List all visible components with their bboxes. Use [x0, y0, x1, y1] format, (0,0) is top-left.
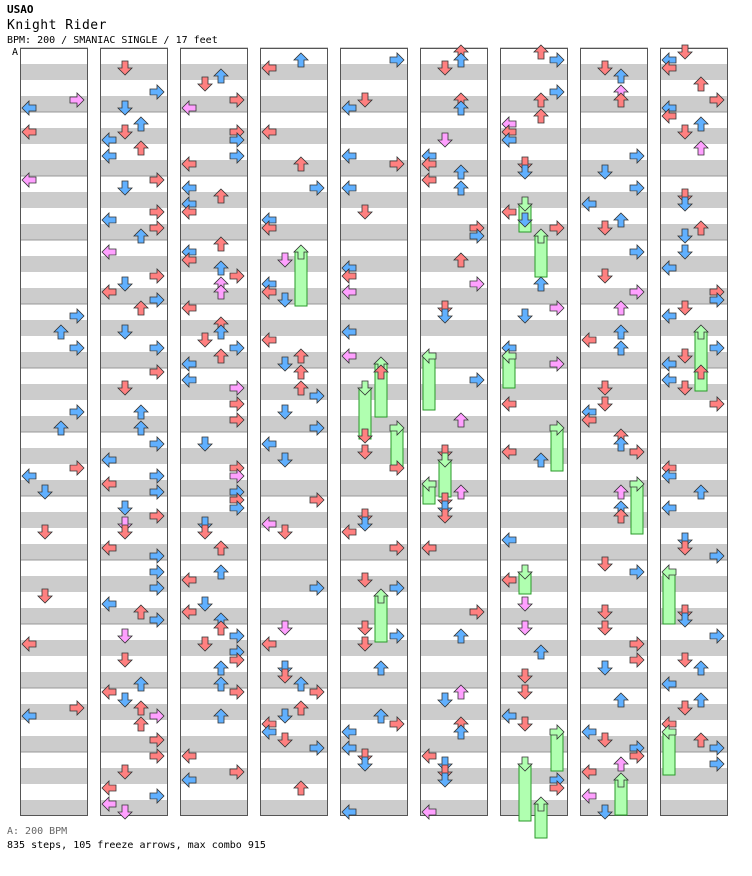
beat-stripe: [660, 128, 728, 144]
beat-stripe: [500, 560, 568, 576]
beat-stripe: [180, 432, 248, 448]
beat-stripe: [420, 432, 488, 448]
beat-stripe: [340, 128, 408, 144]
beat-stripe: [260, 608, 328, 624]
chart-column: [20, 48, 88, 816]
beat-stripe: [420, 192, 488, 208]
beat-stripe: [340, 368, 408, 384]
beat-stripe: [420, 512, 488, 528]
beat-stripe: [420, 720, 488, 736]
beat-stripe: [580, 368, 648, 384]
beat-stripe: [20, 64, 88, 80]
beat-stripe: [420, 704, 488, 720]
beat-stripe: [260, 704, 328, 720]
beat-stripe: [500, 144, 568, 160]
beat-stripe: [20, 368, 88, 384]
beat-stripe: [20, 544, 88, 560]
beat-stripe: [100, 384, 168, 400]
beat-stripe: [20, 576, 88, 592]
beat-stripe: [180, 720, 248, 736]
beat-stripe: [260, 544, 328, 560]
beat-stripe: [20, 624, 88, 640]
beat-stripe: [260, 464, 328, 480]
beat-stripe: [20, 192, 88, 208]
beat-stripe: [500, 240, 568, 256]
beat-stripe: [340, 384, 408, 400]
beat-stripe: [20, 768, 88, 784]
beat-stripe: [180, 592, 248, 608]
beat-stripe: [420, 768, 488, 784]
bpm-change-marker: A: [12, 47, 19, 58]
beat-stripe: [660, 784, 728, 800]
freeze-arrow-body: [423, 356, 435, 410]
beat-stripe: [260, 448, 328, 464]
beat-stripe: [340, 336, 408, 352]
song-title: Knight Rider: [7, 18, 107, 33]
beat-stripe: [500, 160, 568, 176]
beat-stripe: [660, 160, 728, 176]
beat-stripe: [260, 784, 328, 800]
beat-stripe: [500, 640, 568, 656]
beat-stripe: [580, 592, 648, 608]
beat-stripe: [20, 592, 88, 608]
beat-stripe: [260, 48, 328, 64]
beat-stripe: [420, 96, 488, 112]
beat-stripe: [340, 512, 408, 528]
beat-stripe: [20, 656, 88, 672]
beat-stripe: [580, 800, 648, 816]
beat-stripe: [660, 144, 728, 160]
beat-stripe: [500, 592, 568, 608]
beat-stripe: [20, 384, 88, 400]
beat-stripe: [20, 288, 88, 304]
beat-stripe: [580, 672, 648, 688]
beat-stripe: [580, 128, 648, 144]
beat-stripe: [180, 736, 248, 752]
beat-stripe: [100, 640, 168, 656]
beat-stripe: [260, 528, 328, 544]
beat-stripe: [500, 624, 568, 640]
chart-column: [180, 48, 248, 816]
beat-stripe: [20, 784, 88, 800]
beat-stripe: [260, 768, 328, 784]
beat-stripe: [260, 368, 328, 384]
freeze-arrow-body: [295, 252, 307, 306]
freeze-arrow-body: [519, 764, 531, 821]
beat-stripe: [180, 528, 248, 544]
beat-stripe: [340, 688, 408, 704]
beat-stripe: [500, 176, 568, 192]
beat-stripe: [420, 64, 488, 80]
beat-stripe: [420, 784, 488, 800]
beat-stripe: [580, 64, 648, 80]
artist-name: USAO: [7, 3, 34, 16]
beat-stripe: [500, 320, 568, 336]
beat-stripe: [420, 112, 488, 128]
beat-stripe: [420, 304, 488, 320]
beat-stripe: [580, 80, 648, 96]
beat-stripe: [500, 544, 568, 560]
beat-stripe: [500, 688, 568, 704]
beat-stripe: [500, 256, 568, 272]
beat-stripe: [420, 448, 488, 464]
beat-stripe: [420, 624, 488, 640]
beat-stripe: [660, 512, 728, 528]
beat-stripe: [20, 720, 88, 736]
beat-stripe: [20, 528, 88, 544]
beat-stripe: [340, 224, 408, 240]
beat-stripe: [100, 528, 168, 544]
beat-stripe: [180, 560, 248, 576]
beat-stripe: [340, 304, 408, 320]
chart-column: [260, 48, 328, 816]
beat-stripe: [20, 240, 88, 256]
beat-stripe: [580, 688, 648, 704]
beat-stripe: [580, 96, 648, 112]
beat-stripe: [660, 192, 728, 208]
beat-stripe: [340, 656, 408, 672]
beat-stripe: [260, 160, 328, 176]
beat-stripe: [580, 304, 648, 320]
beat-stripe: [660, 240, 728, 256]
beat-stripe: [660, 432, 728, 448]
beat-stripe: [500, 480, 568, 496]
beat-stripe: [340, 192, 408, 208]
beat-stripe: [20, 608, 88, 624]
beat-stripe: [20, 144, 88, 160]
beat-stripe: [100, 320, 168, 336]
beat-stripe: [420, 336, 488, 352]
beat-stripe: [340, 112, 408, 128]
beat-stripe: [20, 160, 88, 176]
beat-stripe: [20, 432, 88, 448]
beat-stripe: [660, 800, 728, 816]
beat-stripe: [500, 512, 568, 528]
freeze-arrow-body: [663, 572, 675, 624]
beat-stripe: [180, 64, 248, 80]
beat-stripe: [20, 512, 88, 528]
chart-column: [580, 48, 648, 819]
beat-stripe: [180, 320, 248, 336]
beat-stripe: [100, 64, 168, 80]
beat-stripe: [580, 320, 648, 336]
freeze-arrow-body: [695, 332, 707, 391]
beat-stripe: [420, 320, 488, 336]
chart-column: [500, 45, 568, 838]
beat-stripe: [20, 496, 88, 512]
beat-stripe: [100, 400, 168, 416]
beat-stripe: [580, 208, 648, 224]
beat-stripe: [180, 704, 248, 720]
beat-stripe: [260, 80, 328, 96]
beat-stripe: [660, 320, 728, 336]
beat-stripe: [340, 240, 408, 256]
beat-stripe: [20, 672, 88, 688]
beat-stripe: [580, 704, 648, 720]
beat-stripe: [660, 224, 728, 240]
beat-stripe: [20, 560, 88, 576]
beat-stripe: [420, 656, 488, 672]
beat-stripe: [420, 576, 488, 592]
beat-stripe: [500, 656, 568, 672]
chart-column: [420, 45, 488, 819]
beat-stripe: [660, 176, 728, 192]
chart-column: [660, 45, 728, 816]
beat-stripe: [260, 624, 328, 640]
beat-stripe: [340, 672, 408, 688]
beat-stripe: [420, 672, 488, 688]
beat-stripe: [420, 464, 488, 480]
beat-stripe: [180, 224, 248, 240]
beat-stripe: [500, 496, 568, 512]
beat-stripe: [500, 272, 568, 288]
beat-stripe: [180, 800, 248, 816]
beat-stripe: [340, 784, 408, 800]
beat-stripe: [580, 608, 648, 624]
beat-stripe: [20, 736, 88, 752]
beat-stripe: [420, 736, 488, 752]
beat-stripe: [260, 352, 328, 368]
beat-stripe: [340, 560, 408, 576]
beat-stripe: [660, 528, 728, 544]
beat-stripe: [260, 240, 328, 256]
beat-stripe: [20, 480, 88, 496]
bpm-legend: A: 200 BPM: [7, 826, 68, 837]
beat-stripe: [180, 544, 248, 560]
beat-stripe: [420, 688, 488, 704]
beat-stripe: [660, 704, 728, 720]
beat-stripe: [340, 608, 408, 624]
beat-stripe: [340, 208, 408, 224]
beat-stripe: [580, 352, 648, 368]
beat-stripe: [580, 48, 648, 64]
beat-stripe: [20, 48, 88, 64]
beat-stripe: [100, 768, 168, 784]
beat-stripe: [260, 560, 328, 576]
beat-stripe: [340, 480, 408, 496]
beat-stripe: [20, 224, 88, 240]
beat-stripe: [580, 224, 648, 240]
beat-stripe: [500, 608, 568, 624]
beat-stripe: [260, 112, 328, 128]
beat-stripe: [420, 48, 488, 64]
beat-stripe: [660, 688, 728, 704]
chart-stats: 835 steps, 105 freeze arrows, max combo 915: [7, 840, 266, 851]
beat-stripe: [420, 256, 488, 272]
chart-info: BPM: 200 / SMANIAC SINGLE / 17 feet: [7, 35, 218, 46]
beat-stripe: [260, 96, 328, 112]
beat-stripe: [180, 288, 248, 304]
beat-stripe: [340, 400, 408, 416]
beat-stripe: [500, 192, 568, 208]
beat-stripe: [420, 128, 488, 144]
beat-stripe: [340, 496, 408, 512]
beat-stripe: [100, 48, 168, 64]
beat-stripe: [340, 768, 408, 784]
beat-stripe: [20, 256, 88, 272]
beat-stripe: [580, 112, 648, 128]
beat-stripe: [580, 544, 648, 560]
beat-stripe: [20, 272, 88, 288]
beat-stripe: [100, 112, 168, 128]
beat-stripe: [420, 640, 488, 656]
beat-stripe: [20, 752, 88, 768]
chart-column: [340, 48, 408, 819]
beat-stripe: [660, 656, 728, 672]
beat-stripe: [180, 48, 248, 64]
beat-stripe: [580, 384, 648, 400]
beat-stripe: [20, 208, 88, 224]
beat-stripe: [660, 480, 728, 496]
beat-stripe: [420, 560, 488, 576]
beat-stripe: [260, 144, 328, 160]
beat-stripe: [100, 672, 168, 688]
beat-stripe: [20, 112, 88, 128]
beat-stripe: [260, 304, 328, 320]
beat-stripe: [500, 800, 568, 816]
beat-stripe: [660, 208, 728, 224]
beat-stripe: [260, 320, 328, 336]
beat-stripe: [180, 784, 248, 800]
beat-stripe: [420, 80, 488, 96]
chart-column: [100, 48, 168, 819]
beat-stripe: [260, 656, 328, 672]
beat-stripe: [660, 416, 728, 432]
beat-stripe: [20, 800, 88, 816]
beat-stripe: [100, 656, 168, 672]
beat-stripe: [260, 256, 328, 272]
beat-stripe: [500, 672, 568, 688]
beat-stripe: [660, 448, 728, 464]
beat-stripe: [420, 528, 488, 544]
beat-stripe: [420, 416, 488, 432]
beat-stripe: [340, 752, 408, 768]
beat-stripe: [340, 80, 408, 96]
beat-stripe: [260, 800, 328, 816]
beat-stripe: [100, 416, 168, 432]
